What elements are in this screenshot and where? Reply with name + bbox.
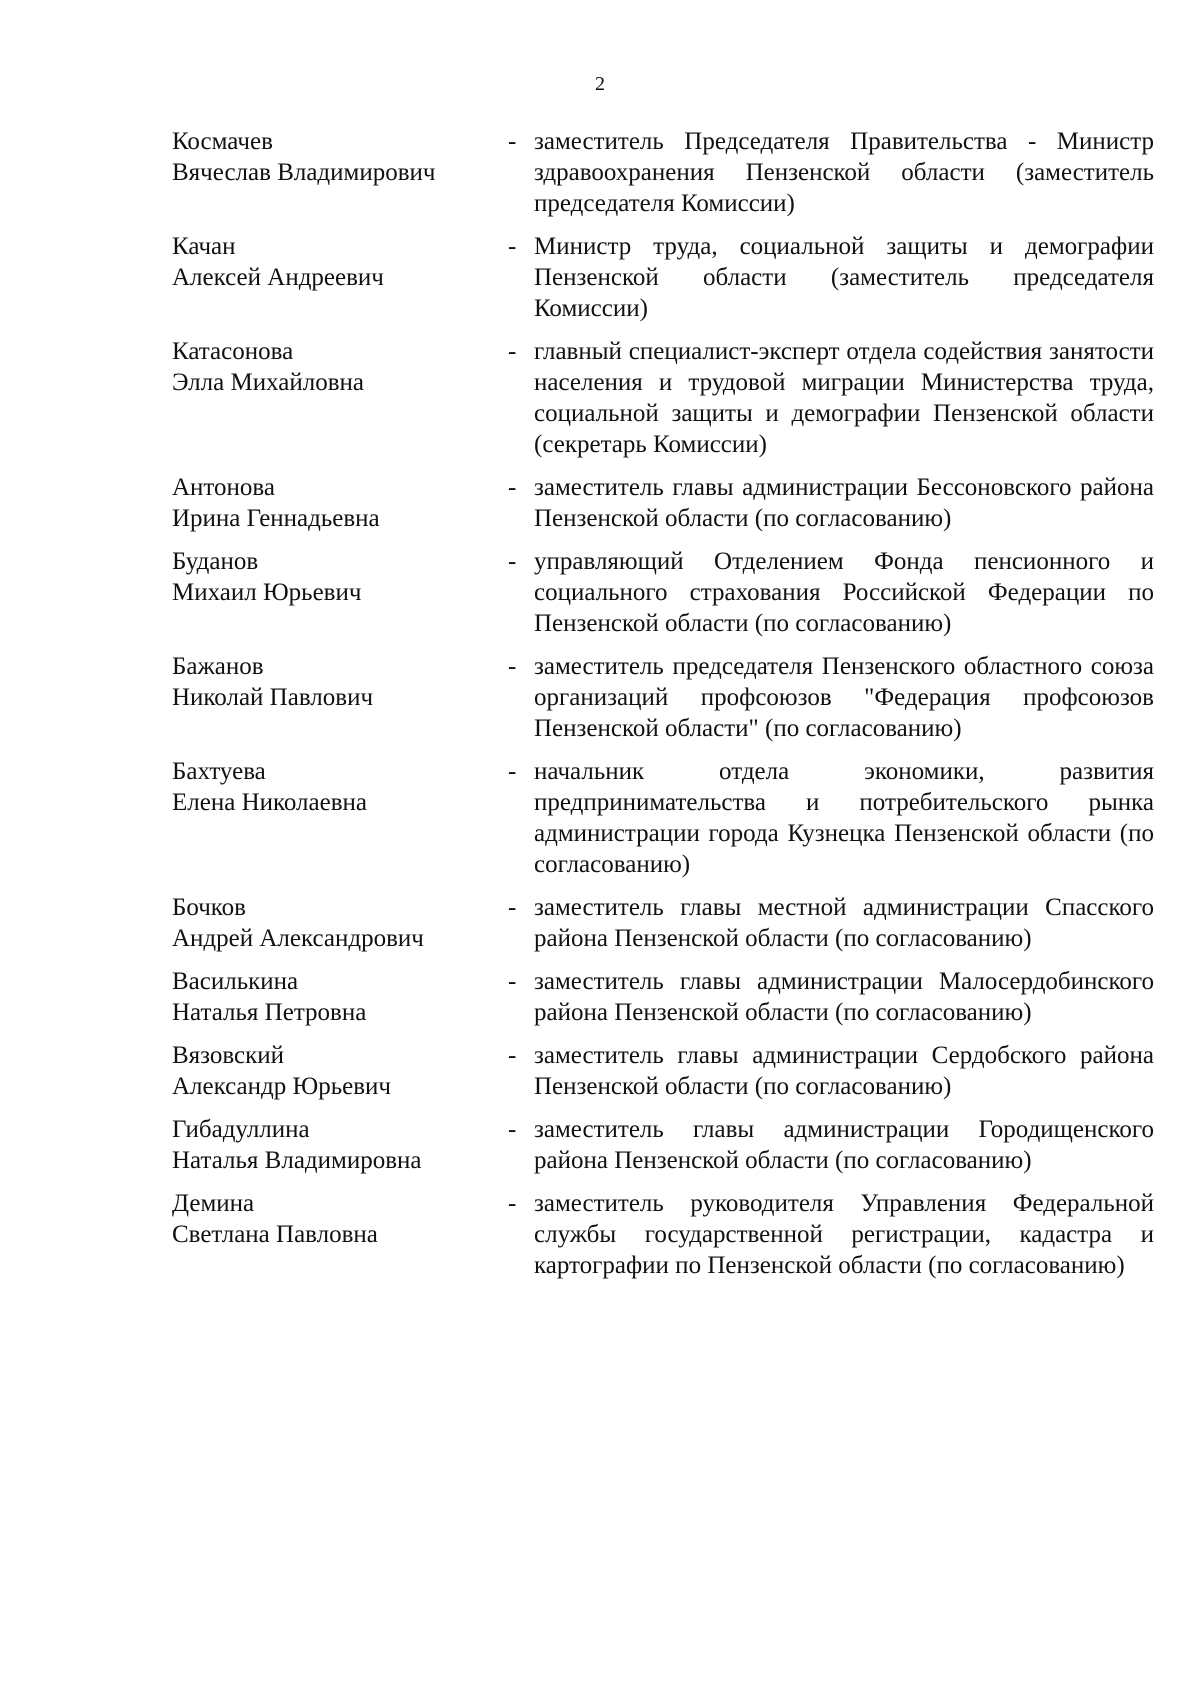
- dash-separator: -: [508, 338, 517, 365]
- member-surname: Бахтуева: [172, 758, 266, 785]
- member-surname: Катасонова: [172, 338, 294, 365]
- member-given-names: Наталья Владимировна: [172, 1147, 422, 1174]
- member-entry: [172, 472, 1154, 534]
- member-entry: [172, 336, 1154, 460]
- member-position: управляющий Отделением Фонда пенсионного и социального страхования Российской Федерации по Пензенской области (по согласованию): [534, 548, 1154, 637]
- member-name: [172, 336, 508, 398]
- member-entry: [172, 126, 1154, 219]
- member-entry: [172, 231, 1154, 324]
- dash-separator: -: [508, 548, 517, 575]
- member-given-names: Андрей Александрович: [172, 925, 424, 952]
- member-entry: [172, 756, 1154, 880]
- member-position: заместитель главы администрации Бессоновского района Пензенской области (по согласованию): [534, 474, 1154, 532]
- member-name: [172, 472, 508, 534]
- member-name: [172, 651, 508, 713]
- member-given-names: Алексей Андреевич: [172, 264, 384, 291]
- member-name: [172, 1188, 508, 1250]
- dash-separator: -: [508, 1042, 517, 1069]
- member-given-names: Вячеслав Владимирович: [172, 159, 436, 186]
- dash-separator: -: [508, 758, 517, 785]
- member-given-names: Елена Николаевна: [172, 789, 367, 816]
- member-given-names: Михаил Юрьевич: [172, 579, 362, 606]
- dash-separator: -: [508, 968, 517, 995]
- member-given-names: Александр Юрьевич: [172, 1073, 391, 1100]
- member-position: Министр труда, социальной защиты и демографии Пензенской области (заместитель председателя Комиссии): [534, 233, 1154, 322]
- dash-separator: -: [508, 233, 517, 260]
- member-position: заместитель руководителя Управления Федеральной службы государственной регистрации, кадастра и картографии по Пензенской области (по согласованию): [534, 1190, 1154, 1279]
- member-position: главный специалист-эксперт отдела содействия занятости населения и трудовой миграции Министерства труда, социальной защиты и демографии Пензенской области (секретарь Комиссии): [534, 338, 1154, 458]
- member-entry: [172, 892, 1154, 954]
- member-surname: Вязовский: [172, 1042, 285, 1069]
- member-position: заместитель Председателя Правительства - Министр здравоохранения Пензенской области (заместитель председателя Комиссии): [534, 128, 1154, 217]
- dash-separator: -: [508, 1190, 517, 1217]
- member-position: заместитель председателя Пензенского областного союза организаций профсоюзов "Федерация профсоюзов Пензенской области" (по согласованию): [534, 653, 1154, 742]
- member-given-names: Ирина Геннадьевна: [172, 505, 380, 532]
- member-given-names: Николай Павлович: [172, 684, 374, 711]
- member-surname: Бажанов: [172, 653, 264, 680]
- member-position: заместитель главы администрации Городищенского района Пензенской области (по согласованию): [534, 1116, 1154, 1174]
- member-entry: [172, 546, 1154, 639]
- member-entry: [172, 1114, 1154, 1176]
- member-surname: Гибадуллина: [172, 1116, 310, 1143]
- dash-separator: -: [508, 894, 517, 921]
- member-name: [172, 231, 508, 293]
- member-surname: Антонова: [172, 474, 275, 501]
- member-given-names: Наталья Петровна: [172, 999, 367, 1026]
- member-name: [172, 756, 508, 818]
- member-name: [172, 1114, 508, 1176]
- dash-separator: -: [508, 474, 517, 501]
- member-position: заместитель главы администрации Сердобского района Пензенской области (по согласованию): [534, 1042, 1154, 1100]
- member-position: начальник отдела экономики, развития предпринимательства и потребительского рынка администрации города Кузнецка Пензенской области (по согласованию): [534, 758, 1154, 878]
- member-entry: [172, 651, 1154, 744]
- member-given-names: Светлана Павловна: [172, 1221, 378, 1248]
- member-name: [172, 1040, 508, 1102]
- commission-member-list: [172, 126, 1154, 1281]
- member-surname: Качан: [172, 233, 236, 260]
- member-surname: Буданов: [172, 548, 259, 575]
- member-name: [172, 892, 508, 954]
- dash-separator: -: [508, 653, 517, 680]
- member-position: заместитель главы местной администрации Спасского района Пензенской области (по согласованию): [534, 894, 1154, 952]
- member-entry: [172, 966, 1154, 1028]
- member-entry: [172, 1040, 1154, 1102]
- member-position: заместитель главы администрации Малосердобинского района Пензенской области (по согласованию): [534, 968, 1154, 1026]
- member-surname: Бочков: [172, 894, 246, 921]
- member-surname: Космачев: [172, 128, 273, 155]
- dash-separator: -: [508, 1116, 517, 1143]
- member-name: [172, 126, 508, 188]
- member-given-names: Элла Михайловна: [172, 369, 364, 396]
- dash-separator: -: [508, 128, 517, 155]
- member-name: [172, 546, 508, 608]
- page-number: 2: [595, 73, 605, 95]
- member-name: [172, 966, 508, 1028]
- member-entry: [172, 1188, 1154, 1281]
- member-surname: Василькина: [172, 968, 299, 995]
- member-surname: Демина: [172, 1190, 255, 1217]
